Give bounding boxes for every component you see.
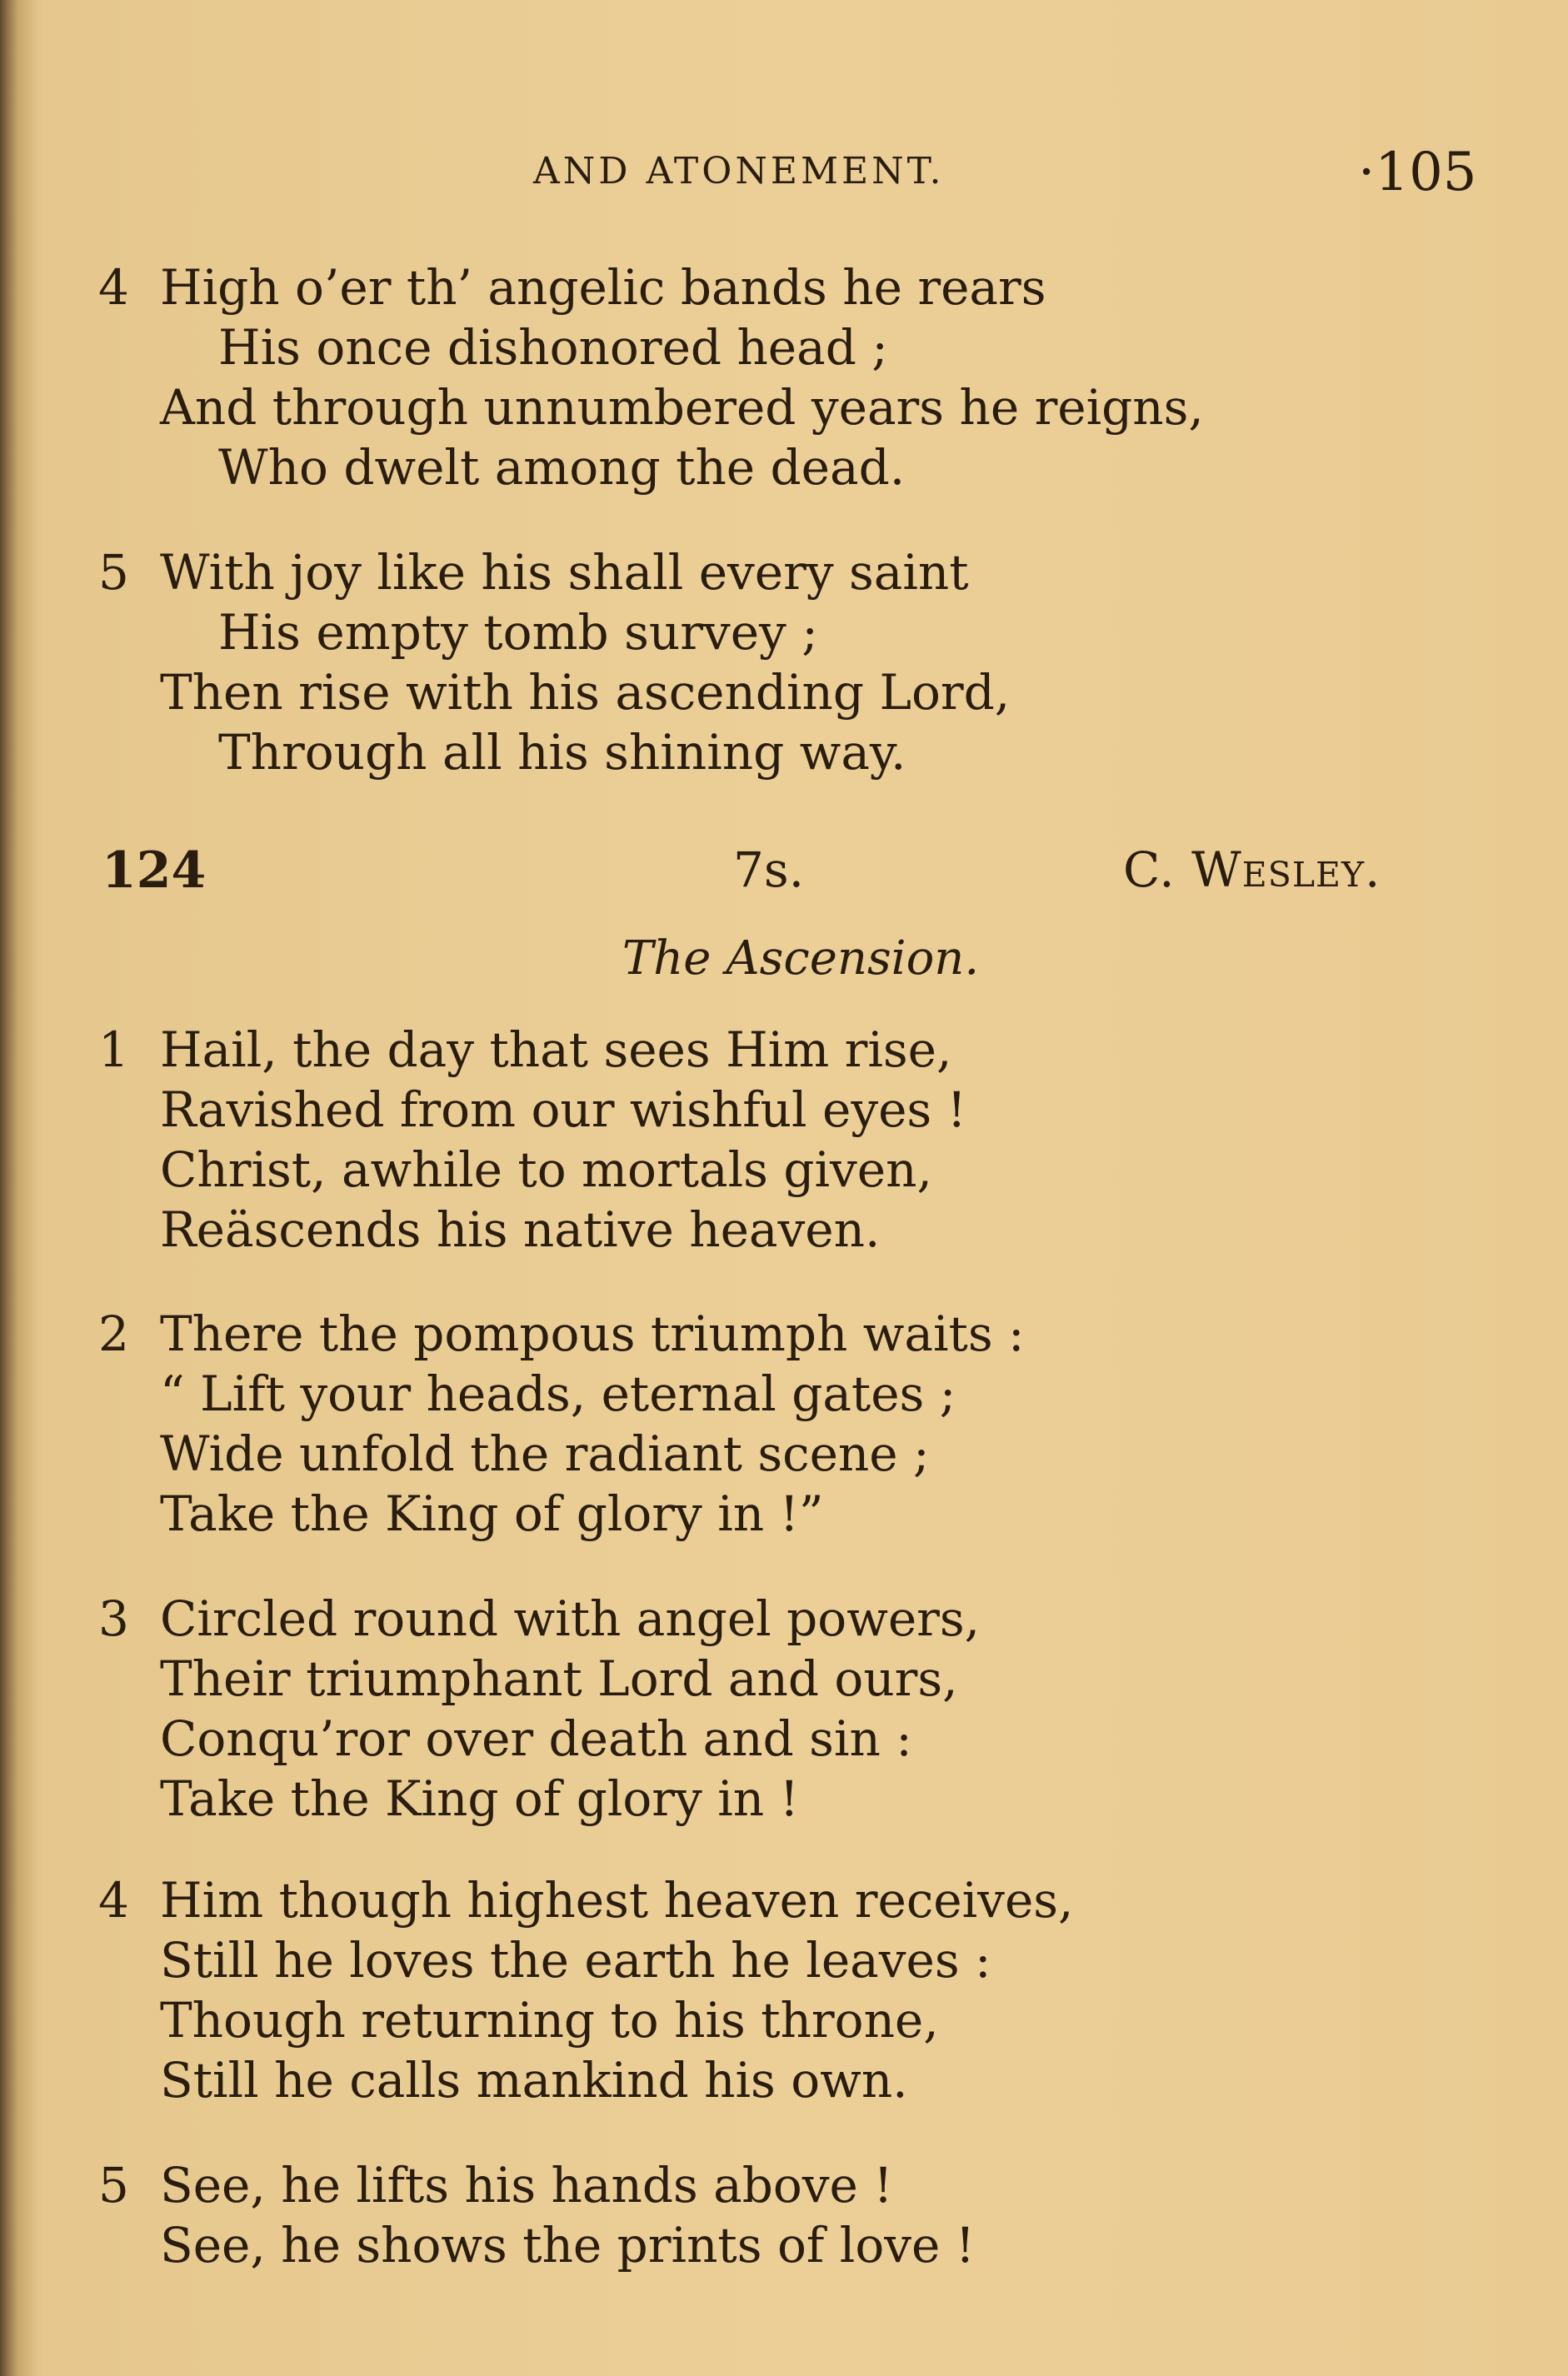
verse-line: There the pompous triumph waits : — [160, 1305, 1025, 1362]
verse-line: Through all his shining way. — [218, 724, 906, 781]
verse-line: Then rise with his ascending Lord, — [160, 664, 1011, 721]
verse-line: Circled round with angel powers, — [160, 1590, 981, 1647]
verse-line: His once dishonored head ; — [218, 319, 888, 376]
verse-line: Wide unfold the radiant scene ; — [160, 1425, 930, 1482]
verse-line: Take the King of glory in !” — [160, 1485, 824, 1542]
hymn-number: 124 — [102, 841, 207, 900]
stanza-number: 5 — [98, 2157, 129, 2214]
verse-line: Still he loves the earth he leaves : — [160, 1932, 991, 1989]
verse-line: With joy like his shall every saint — [160, 544, 969, 601]
stanza-number: 4 — [98, 259, 129, 316]
verse-line: “ Lift your heads, eternal gates ; — [160, 1365, 956, 1422]
hymn-title: The Ascension. — [622, 931, 980, 986]
stanza-number: 5 — [98, 544, 129, 601]
verse-line: Though returning to his throne, — [160, 1992, 939, 2049]
verse-line: See, he lifts his hands above ! — [160, 2157, 893, 2214]
stanza-number: 1 — [98, 1021, 129, 1078]
verse-line: Hail, the day that sees Him rise, — [160, 1021, 952, 1078]
verse-line: Still he calls mankind his own. — [160, 2052, 908, 2109]
page-number: ·105 — [1358, 142, 1477, 203]
verse-line: Reäscends his native heaven. — [160, 1201, 881, 1258]
verse-line: Christ, awhile to mortals given, — [160, 1141, 932, 1198]
verse-line: And through unnumbered years he reigns, — [160, 379, 1204, 436]
verse-line: See, he shows the prints of love ! — [160, 2217, 976, 2274]
verse-line: Him though highest heaven receives, — [160, 1872, 1074, 1929]
verse-line: Take the King of glory in ! — [160, 1770, 799, 1827]
running-head — [0, 142, 1568, 203]
stanza-number: 2 — [98, 1305, 129, 1362]
verse-line: His empty tomb survey ; — [218, 604, 818, 661]
verse-line: Conqu’ror over death and sin : — [160, 1710, 912, 1767]
verse-line: Their triumphant Lord and ours, — [160, 1650, 958, 1707]
verse-line: Who dwelt among the dead. — [218, 439, 906, 496]
verse-line: High o’er th’ angelic bands he rears — [160, 259, 1046, 316]
verse-line: Ravished from our wishful eyes ! — [160, 1081, 966, 1138]
hymn-meter: 7s. — [733, 841, 805, 898]
stanza-number: 4 — [98, 1872, 129, 1929]
running-title: AND ATONEMENT. — [533, 150, 945, 192]
stanza-number: 3 — [98, 1590, 129, 1647]
hymn-author: C. Wesley. — [1123, 841, 1381, 898]
hymn-header — [0, 841, 1568, 908]
